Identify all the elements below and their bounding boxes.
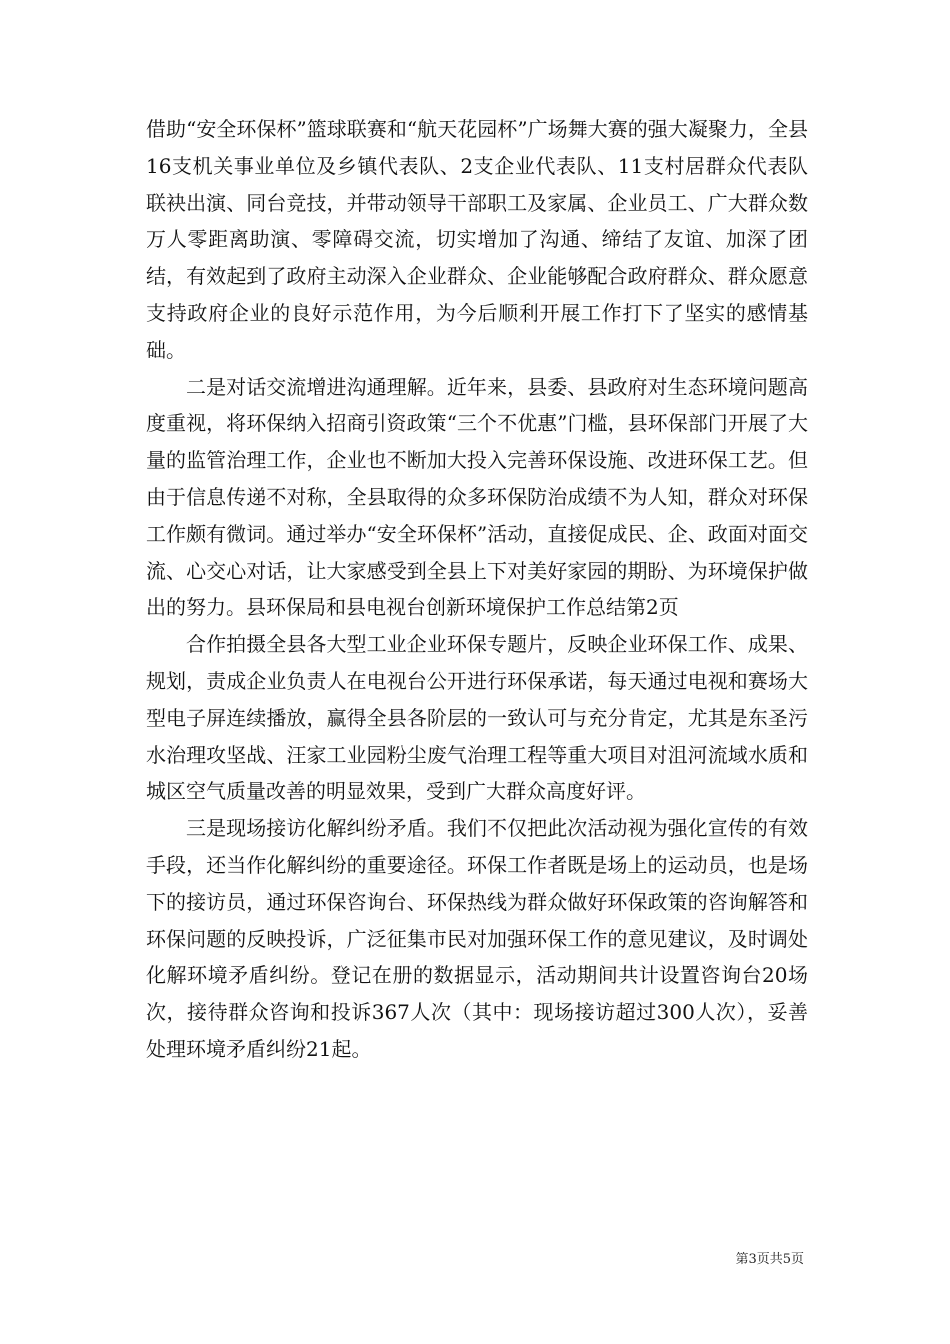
paragraph-3: 合作拍摄全县各大型工业企业环保专题片，反映企业环保工作、成果、规划，责成企业负责人在电视台公开进行环保承诺，每天通过电视和赛场大型电子屏连续播放，赢得全县各阶层的一致认可与充分肯定，尤其是东圣污水治理攻坚战、汪家工业园粉尘废气治理工程等重大项目对沮河流域水质和城区空气质量改善的明显效果，受到广大群众高度好评。 bbox=[146, 632, 808, 804]
page-number-footer: 第3页共5页 bbox=[735, 1252, 804, 1267]
paragraph-1: 借助“安全环保杯”篮球联赛和“航天花园杯”广场舞大赛的强大凝聚力，全县16支机关事业单位及乡镇代表队、2支企业代表队、11支村居群众代表队联袂出演、同台竞技，并带动领导干部职工及家属、企业员工、广大群众数万人零距离助演、零障碍交流，切实增加了沟通、缔结了友谊、加深了团结，有效起到了政府主动深入企业群众、企业能够配合政府群众、群众愿意支持政府企业的良好示范作用，为今后顺利开展工作打下了坚实的感情基础。 bbox=[146, 117, 808, 362]
paragraph-4: 三是现场接访化解纠纷矛盾。我们不仅把此次活动视为强化宣传的有效手段，还当作化解纠纷的重要途径。环保工作者既是场上的运动员，也是场下的接访员，通过环保咨询台、环保热线为群众做好环保政策的咨询解答和环保问题的反映投诉，广泛征集市民对加强环保工作的意见建议，及时调处化解环境矛盾纠纷。登记在册的数据显示，活动期间共计设置咨询台20场次，接待群众咨询和投诉367人次（其中：现场接访超过300人次），妥善处理环境矛盾纠纷21起。 bbox=[146, 816, 808, 1061]
paragraph-2: 二是对话交流增进沟通理解。近年来，县委、县政府对生态环境问题高度重视，将环保纳入招商引资政策“三个不优惠”门槛，县环保部门开展了大量的监管治理工作，企业也不断加大投入完善环保设施、改进环保工艺。但由于信息传递不对称，全县取得的众多环保防治成绩不为人知，群众对环保工作颇有微词。通过举办“安全环保杯”活动，直接促成民、企、政面对面交流、心交心对话，让大家感受到全县上下对美好家园的期盼、为环境保护做出的努力。县环保局和县电视台创新环境保护工作总结第2页 bbox=[146, 374, 808, 620]
document-body bbox=[146, 111, 808, 1068]
